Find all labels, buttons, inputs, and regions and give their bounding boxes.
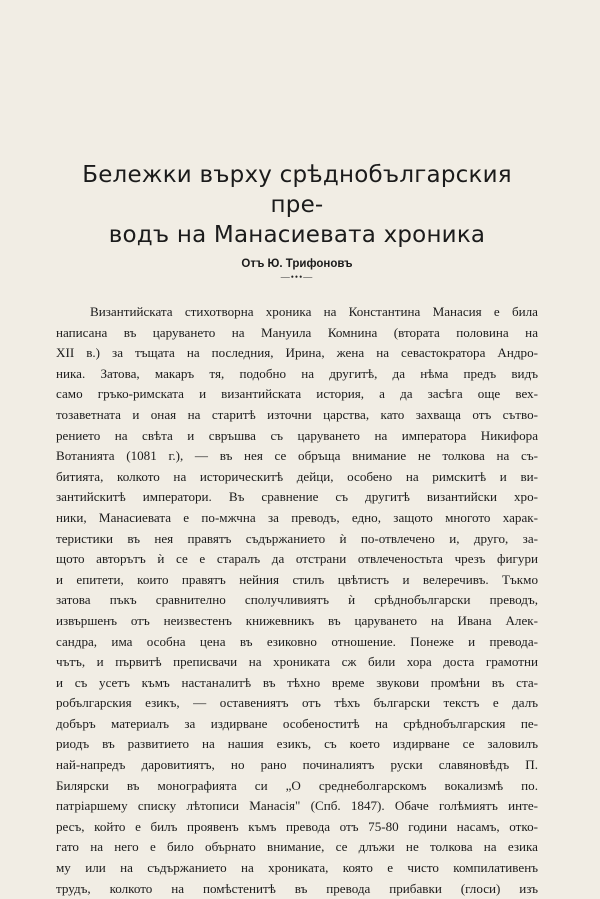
body-line: XII в.) за тъщата на последния, Ирина, жена на севастократора Андро- [56,345,538,361]
body-line: гато на него е било обърнато внимание, се длъжи не толкова на езика [56,839,538,855]
body-line: щото авторътъ ѝ се е старалъ да отстрани отвлеченостьта чрезъ фигури [56,551,538,567]
body-line: риодъ въ развитието на нашия езикъ, съ което издирване се заловилъ [56,736,538,752]
body-line: сандра, има особна цена въ езиковно отношение. Понеже и превода- [56,633,538,649]
body-line: и епитети, които правятъ нейния стилъ цвѣтистъ и велеречивъ. Тъкмо [56,571,538,587]
body-line: и съ усетъ къмъ настаналитѣ въ тѣхно време звукови промѣни въ ста- [56,674,538,690]
body-line: битията, колкото на историческитѣ дейци, особено на римскитѣ и ви- [56,468,538,484]
body-line: извършенъ отъ неизвестенъ книжевникъ въ царуването на Ивана Алек- [56,612,538,628]
body-line: патріаршему списку лѣтописи Манасія" (Спб. 1847). Обаче голѣмиятъ инте- [56,798,538,814]
body-line: добъръ материалъ за издирване особеноститѣ на срѣднобългарския пе- [56,715,538,731]
body-line: тозаветната и оная на старитѣ източни царства, като захваща отъ сътво- [56,406,538,422]
body-line: най-напредъ даровитиятъ, но рано починалиятъ руски славяновѣдъ П. [56,757,538,773]
article-author: Отъ Ю. Трифоновъ [241,258,353,270]
body-line: Византийската стихотворна хроника на Константина Манасия е била [90,304,538,319]
title-line: водъ на Манасиевата хроника [108,222,486,248]
body-line: Билярски въ монографията си „О среднеболгарскомъ вокализмѣ по. [56,777,538,793]
body-line: рението на свѣта и свръшва съ царуването на императора Никифора [56,427,538,443]
body-line: написана въ царуването на Мануила Комнина (втората половина на [56,324,538,340]
title-line: Бележки върху срѣднобългарския пре- [82,162,512,218]
body-line: трудъ, колкото на помѣстенитѣ въ превода прибавки (глоси) изъ [56,880,538,896]
body-line: ника. Затова, макаръ тя, подобно на другитѣ, да нѣма предъ видъ [56,365,538,381]
article-title [56,160,538,250]
body-line: затова пъкъ сравнително сполучливиятъ ѝ срѣднобългарски преводъ, [56,592,538,608]
body-line: робългарския езикъ, — оставениятъ отъ тѣхъ български текстъ е далъ [56,695,538,711]
ornament-divider: —•••— [280,272,314,282]
body-line: Вотанията (1081 г.), — въ нея се обръща внимание не толкова на съ- [56,448,538,464]
body-line: зантийскитѣ императори. Въ сравнение съ другитѣ византийски хро- [56,489,538,505]
body-line: само гръко-римската и византийската история, а да засѣга още вех- [56,386,538,402]
body-line: теристики въ нея правятъ съдържанието ѝ по-отвлечено и, друго, за- [56,530,538,546]
body-line: чътъ, и първитѣ преписвачи на хрониката сж били хора доста грамотни [56,654,538,670]
body-line: му или на съдържанието на хрониката, която е чисто компилативенъ [56,860,538,876]
body-line: ники, Манасиевата е по-мжчна за преводъ, едно, защото многото харак- [56,509,538,525]
article-body [56,302,538,899]
body-line: ресъ, който е билъ проявенъ къмъ превода отъ 75-80 години насамъ, отко- [56,818,538,834]
